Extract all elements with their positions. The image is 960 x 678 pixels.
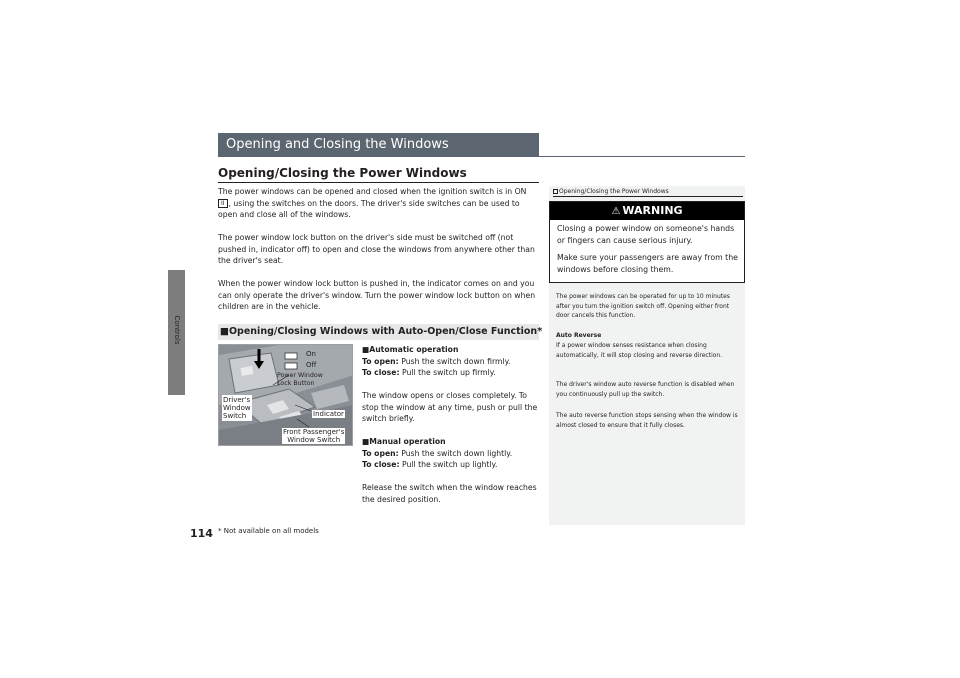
automatic-open-line (362, 356, 539, 368)
automatic-note: The window opens or closes completely. To stop the window at any time, push or pull the switch briefly. (362, 391, 538, 423)
manual-open-label: To open: (362, 448, 399, 458)
chapter-label-text: Controls (173, 315, 181, 345)
automatic-close-label: To close: (362, 368, 400, 377)
manual-operation (362, 436, 539, 505)
footnote: * Not available on all models (218, 527, 319, 535)
feature-heading-bar (218, 324, 543, 340)
intro-paragraph-3: When the power window lock button is pushed in, the indicator comes on and you can only operate the driver's window. Turn the power window lock button on when children are in the vehicle. (218, 279, 536, 311)
header-rule (539, 156, 745, 157)
subsection-title: Opening/Closing the Power Windows (218, 166, 467, 180)
manual-open-text: Push the switch down lightly. (401, 448, 513, 458)
auto-reverse-heading: Auto Reverse (556, 332, 602, 339)
warning-header (550, 202, 744, 220)
on-label: On (306, 350, 316, 358)
section-header (218, 133, 539, 157)
chapter-label (167, 300, 187, 360)
subsection-rule (218, 182, 539, 183)
warning-text-1: Closing a power window on someone's hands or fingers can cause serious injury. (557, 224, 735, 245)
warning-label: WARNING (622, 204, 683, 217)
manual-note: Release the switch when the window reaches the desired position. (362, 483, 537, 504)
section-title: Opening and Closing the Windows (226, 137, 449, 152)
intro-p1-text-after: , using the switches on the doors. The driver's side switches can be used to open and close all of the windows. (218, 198, 520, 219)
auto-reverse-text: If a power window senses resistance when closing automatically, it will stop closing and reverse direction. (556, 342, 723, 359)
automatic-heading: ■Automatic operation (362, 345, 459, 354)
manual-open-line (362, 448, 539, 460)
automatic-close-text: Pull the switch up firmly. (401, 368, 496, 377)
automatic-close-line (362, 367, 539, 379)
reference-link-icon (553, 189, 558, 194)
intro-paragraph-2: The power window lock button on the driver's side must be switched off (not pushed in, indicator off) to open and close the windows from anywhere other than the driver's seat. (218, 233, 535, 265)
manual-heading: ■Manual operation (362, 437, 446, 446)
manual-close-text: Pull the switch up lightly. (401, 460, 498, 469)
automatic-open-text: Push the switch down firmly. (401, 356, 511, 366)
page-number: 114 (190, 527, 213, 540)
reference-title-text: Opening/Closing the Power Windows (559, 188, 669, 195)
warning-text-2: Make sure your passengers are away from the windows before closing them. (557, 253, 738, 274)
drivers-switch-label: Driver's Window Switch (223, 396, 251, 420)
automatic-open-label: To open: (362, 356, 399, 366)
intro-paragraph-1 (218, 186, 538, 221)
automatic-operation (362, 344, 539, 425)
manual-close-label: To close: (362, 460, 400, 469)
reference-note-1: The power windows can be operated for up to 10 minutes after you turn the ignition switch off. Opening either front door cancels this function. (556, 293, 730, 319)
feature-heading: ■Opening/Closing Windows with Auto-Open/Close Function* (220, 326, 543, 337)
warning-icon: ⚠ (611, 206, 621, 217)
passenger-switch-label: Front Passenger's Window Switch (283, 428, 345, 444)
reference-note-2: The driver's window auto reverse function is disabled when you continuously pull up the switch. (556, 381, 735, 398)
intro-p1-text: The power windows can be opened and closed when the ignition switch is in ON (218, 187, 527, 196)
ignition-key-icon: II (218, 199, 228, 208)
manual-close-line (362, 459, 539, 471)
off-label: Off (306, 361, 317, 369)
lock-button-label: Power Window Lock Button (277, 372, 323, 387)
indicator-label: Indicator (313, 410, 344, 418)
reference-title (553, 188, 669, 195)
reference-note-3: The auto reverse function stops sensing when the window is almost closed to ensure that it fully closes. (556, 412, 738, 429)
reference-rule (553, 196, 743, 197)
warning-box (549, 201, 745, 283)
drivers-switch-callout (222, 395, 252, 421)
